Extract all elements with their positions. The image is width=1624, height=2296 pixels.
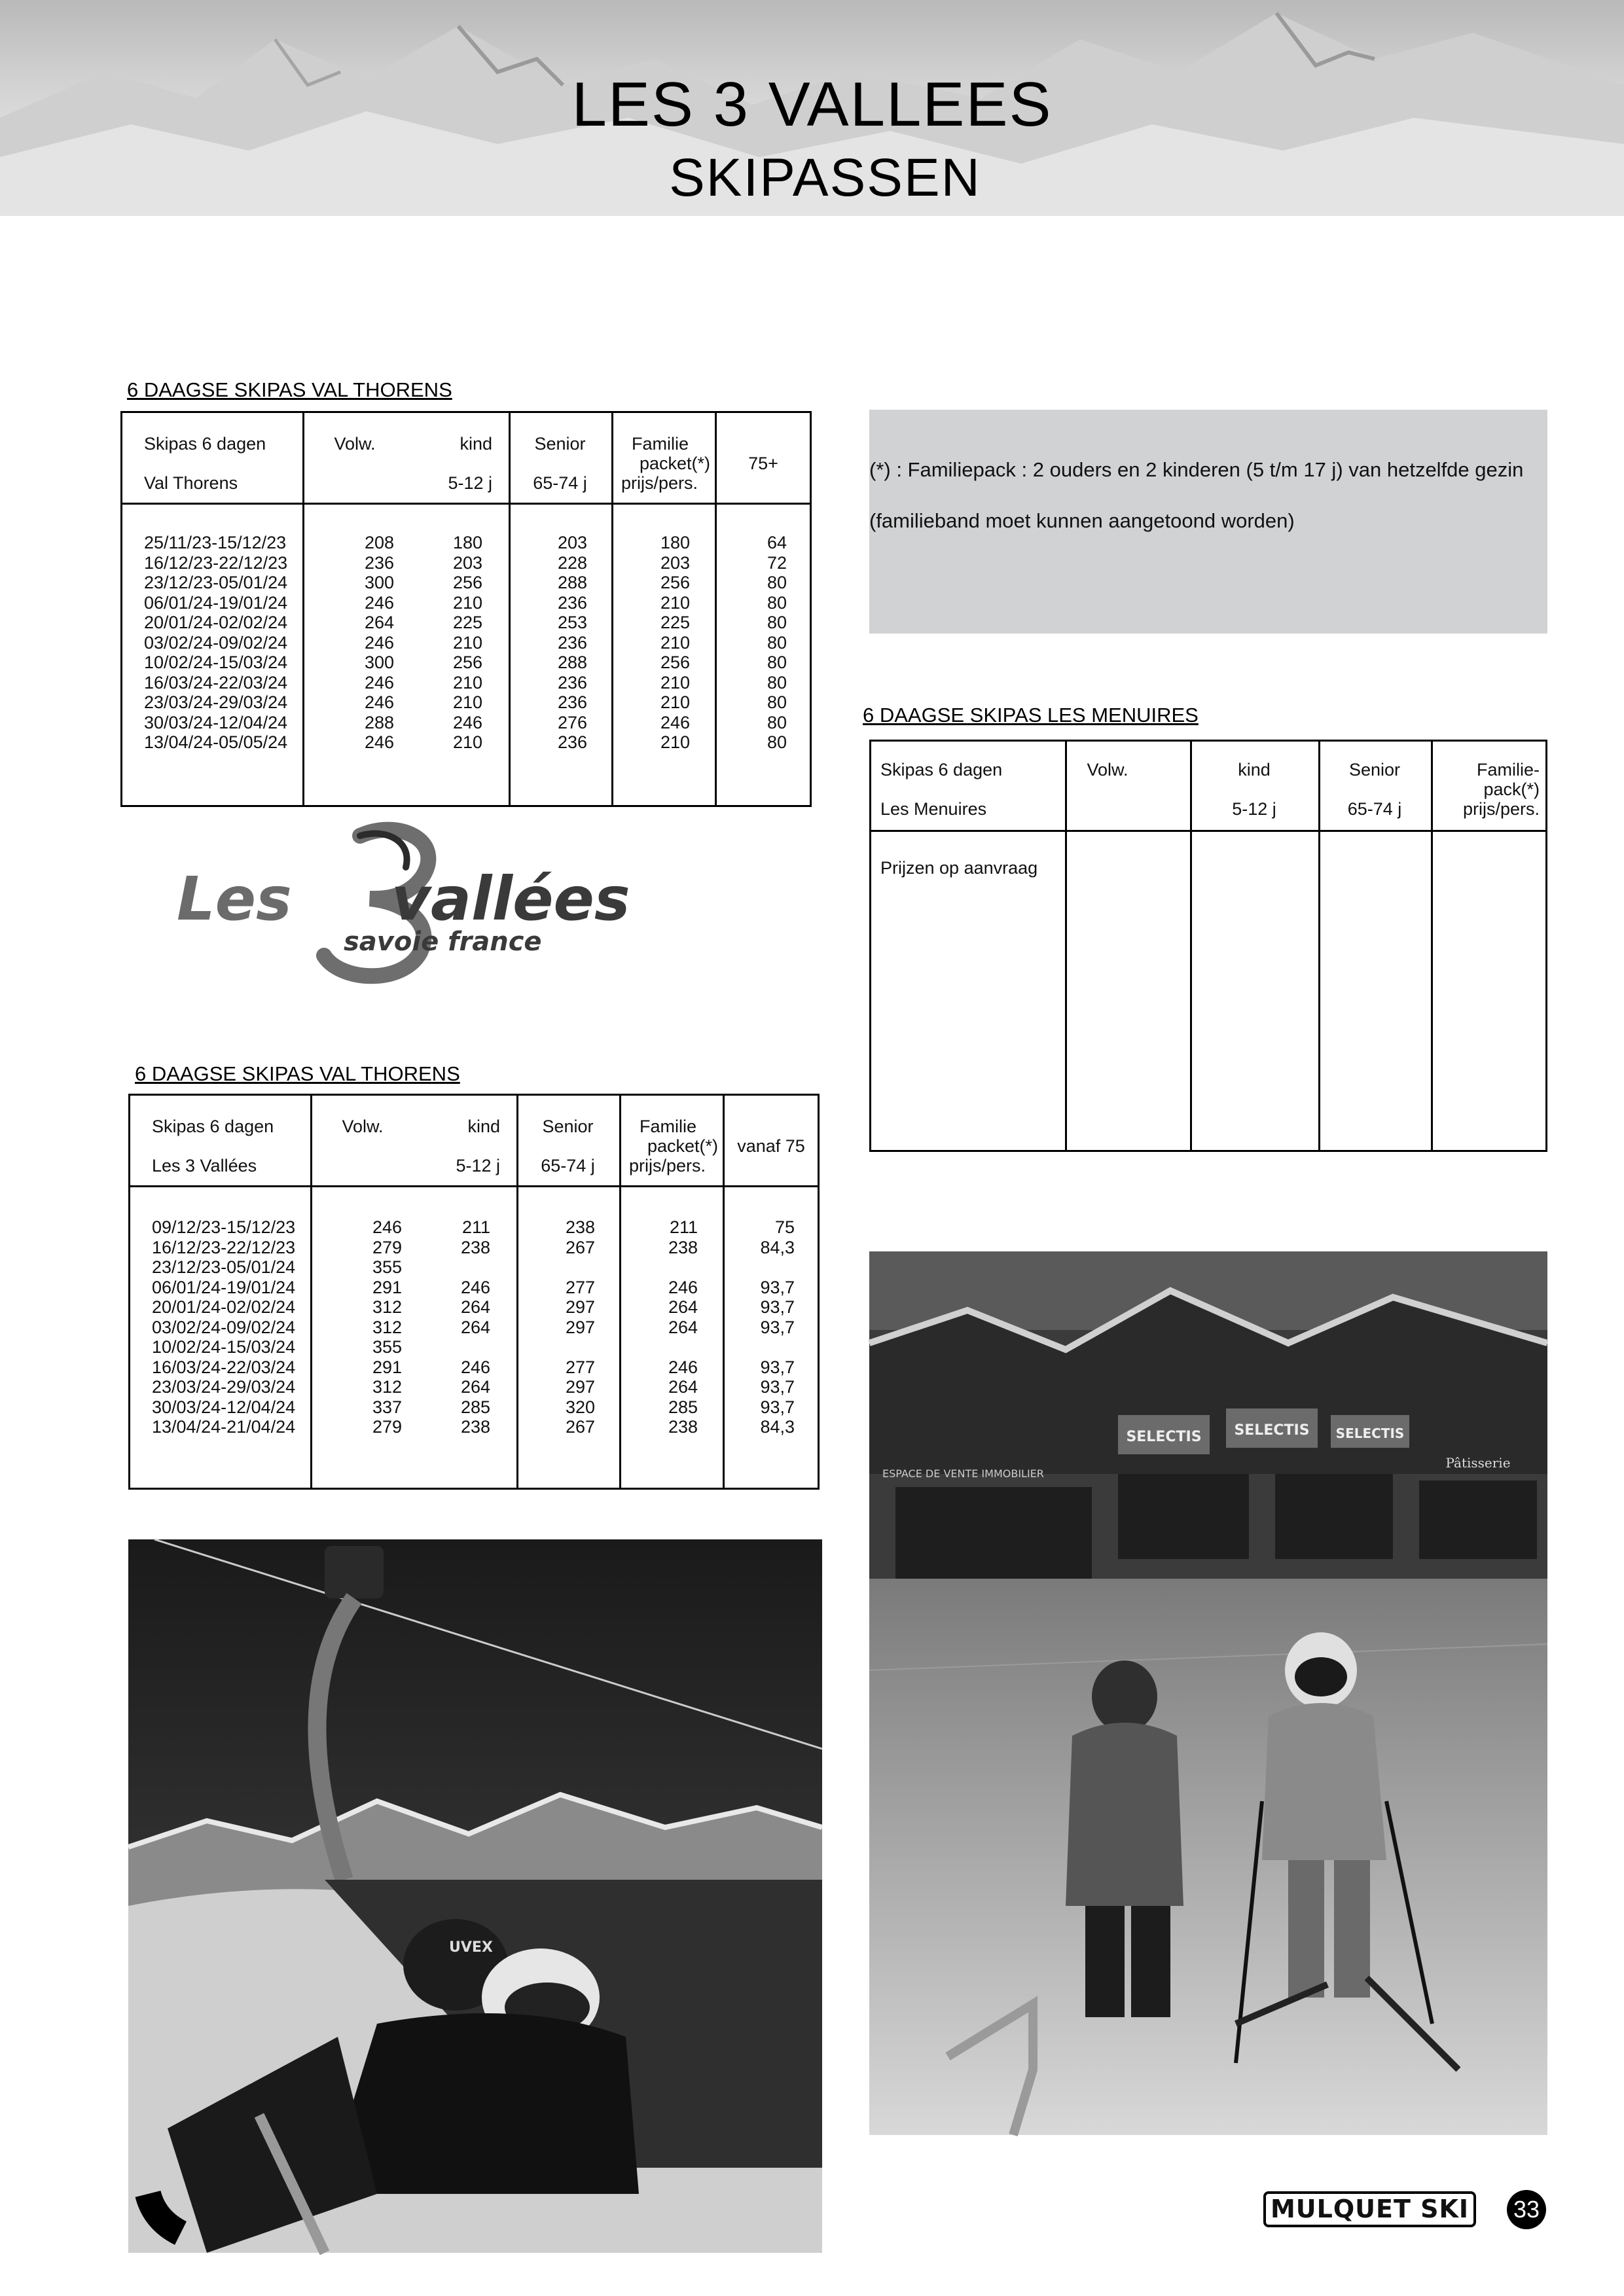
three-vallees-cell: 23/12/23-05/01/24 [152,1257,296,1277]
tv-header-familie-price: prijs/pers. [629,1156,706,1175]
val-thorens-cell: 300 [364,653,394,672]
three-vallees-row [130,1257,818,1278]
val-thorens-row [122,713,810,733]
menuires-header-familie: Familie- [1476,760,1540,780]
three-vallees-cell: 03/02/24-09/02/24 [152,1317,296,1337]
tv-header-familie-pack: packet(*) [647,1136,718,1156]
val-thorens-cell: 225 [660,613,690,632]
val-thorens-row [122,692,810,713]
three-vallees-row [130,1278,818,1298]
note-line-1: (*) : Familiepack : 2 ouders en 2 kinderen (5 t/m 17 j) van hetzelfde gezin [869,458,1524,481]
val-thorens-cell: 80 [767,653,787,672]
three-vallees-cell: 264 [460,1377,490,1397]
familiepack-note [869,410,1547,634]
menuires-header-kind: kind [1238,760,1271,780]
val-thorens-cell: 20/01/24-02/02/24 [144,613,288,632]
val-thorens-cell: 236 [557,592,587,613]
header-kind: kind [460,434,492,454]
val-thorens-cell: 236 [557,632,587,653]
val-thorens-cell: 236 [364,552,394,573]
tv-header-skipas: Skipas 6 dagen [152,1117,274,1136]
three-vallees-cell: 285 [460,1397,490,1417]
three-vallees-cell: 10/02/24-15/03/24 [152,1337,296,1357]
val-thorens-cell: 256 [660,573,690,592]
menuires-header-senior-age: 65-74 j [1347,799,1402,819]
page-title: LES 3 VALLEES [571,69,1053,139]
shop-sign-4: Pâtisserie [1445,1455,1511,1471]
val-thorens-cell: 16/12/23-22/12/23 [144,552,288,573]
val-thorens-cell: 13/04/24-05/05/24 [144,732,288,752]
three-vallees-cell: 297 [565,1317,595,1337]
val-thorens-cell: 80 [767,732,787,752]
three-vallees-cell: 75 [774,1217,795,1237]
three-vallees-row [130,1337,818,1357]
val-thorens-cell: 210 [452,732,482,752]
header-banner [0,0,1624,216]
val-thorens-cell: 225 [452,613,482,632]
val-thorens-cell: 256 [452,653,482,672]
val-thorens-cell: 210 [452,692,482,712]
three-vallees-cell: 211 [669,1217,698,1237]
three-vallees-table [128,1094,820,1490]
three-vallees-cell: 246 [668,1357,698,1377]
val-thorens-row [122,533,810,553]
header-kind-age: 5-12 j [448,473,492,493]
val-thorens-row [122,573,810,593]
menuires-header-skipas: Skipas 6 dagen [880,760,1003,780]
val-thorens-cell: 236 [557,732,587,752]
menuires-header-volw: Volw. [1087,760,1128,780]
three-vallees-cell: 246 [372,1217,402,1237]
three-vallees-cell: 246 [460,1357,490,1377]
three-vallees-cell: 23/03/24-29/03/24 [152,1377,296,1397]
three-vallees-cell: 20/01/24-02/02/24 [152,1297,296,1317]
val-thorens-row [122,673,810,693]
val-thorens-cell: 72 [767,552,787,573]
three-vallees-cell: 16/12/23-22/12/23 [152,1237,296,1257]
val-thorens-cell: 23/03/24-29/03/24 [144,692,288,712]
val-thorens-table [120,411,812,807]
val-thorens-cell: 253 [557,613,587,632]
header-senior: Senior [534,434,586,454]
three-vallees-cell: 30/03/24-12/04/24 [152,1397,296,1417]
three-vallees-cell: 211 [461,1217,490,1237]
three-vallees-cell: 267 [565,1417,595,1437]
three-vallees-row [130,1417,818,1437]
val-thorens-row [122,732,810,753]
val-thorens-cell: 80 [767,573,787,592]
three-vallees-cell: 297 [565,1377,595,1397]
val-thorens-cell: 210 [452,632,482,653]
val-thorens-row [122,613,810,633]
header-familie-price: prijs/pers. [621,473,698,493]
tv-header-familie: Familie [640,1117,697,1136]
val-thorens-rows [122,533,810,753]
menuires-header-kind-age: 5-12 j [1232,799,1276,819]
logo-les-text: Les [177,864,292,934]
val-thorens-row [122,653,810,673]
val-thorens-cell: 203 [660,552,690,573]
val-thorens-cell: 64 [767,533,787,552]
val-thorens-cell: 246 [364,732,394,752]
val-thorens-cell: 256 [660,653,690,672]
three-vallees-rows [130,1217,818,1437]
three-vallees-cell: 277 [565,1357,595,1377]
val-thorens-row [122,633,810,653]
header-senior-age: 65-74 j [533,473,587,493]
val-thorens-cell: 30/03/24-12/04/24 [144,712,288,732]
three-vallees-cell: 264 [460,1317,490,1337]
three-vallees-cell: 312 [372,1297,402,1317]
page-number: 33 [1507,2190,1546,2229]
tv-header-vanaf-75: vanaf 75 [737,1136,805,1156]
val-thorens-cell: 246 [452,712,482,732]
val-thorens-row [122,553,810,573]
tv-header-volw: Volw. [342,1117,384,1136]
three-vallees-row [130,1397,818,1418]
val-thorens-cell: 236 [557,672,587,692]
val-thorens-cell: 228 [557,552,587,573]
three-vallees-row [130,1297,818,1318]
val-thorens-cell: 276 [557,712,587,732]
three-vallees-cell: 06/01/24-19/01/24 [152,1277,296,1297]
three-vallees-cell: 291 [372,1277,402,1297]
three-vallees-cell: 238 [668,1417,698,1437]
val-thorens-cell: 300 [364,573,394,592]
val-thorens-heading: 6 DAAGSE SKIPAS VAL THORENS [127,378,452,401]
header-familie-pack: packet(*) [639,454,710,473]
three-vallees-cell: 93,7 [760,1277,795,1297]
helmet-brand-text: UVEX [449,1939,493,1956]
three-vallees-cell: 279 [372,1417,402,1437]
three-vallees-cell: 291 [372,1357,402,1377]
three-vallees-cell: 312 [372,1317,402,1337]
menuires-header-familie-pack: pack(*) [1483,780,1540,799]
val-thorens-cell: 246 [364,692,394,712]
three-vallees-cell: 84,3 [760,1417,795,1437]
val-thorens-cell: 16/03/24-22/03/24 [144,672,288,692]
shop-sign-1: SELECTIS [1126,1429,1202,1445]
val-thorens-cell: 256 [452,573,482,592]
three-vallees-heading: 6 DAAGSE SKIPAS VAL THORENS [135,1062,460,1085]
three-vallees-cell: 297 [565,1297,595,1317]
val-thorens-cell: 246 [660,712,690,732]
shop-sign-2: SELECTIS [1234,1422,1310,1439]
header-location: Val Thorens [144,473,238,493]
val-thorens-cell: 288 [557,573,587,592]
three-vallees-row [130,1318,818,1338]
les-menuires-table [869,740,1547,1152]
three-vallees-cell: 93,7 [760,1357,795,1377]
village-children-photo [869,1251,1547,2135]
three-vallees-row [130,1357,818,1378]
three-vallees-cell: 285 [668,1397,698,1417]
logo-brand-text: vallées [391,864,630,934]
header-skipas: Skipas 6 dagen [144,434,266,454]
three-vallees-row [130,1217,818,1238]
note-line-2: (familieband moet kunnen aangetoond worden) [869,509,1295,532]
shop-sign-3: SELECTIS [1335,1426,1405,1441]
three-vallees-cell: 16/03/24-22/03/24 [152,1357,296,1377]
val-thorens-cell: 210 [660,672,690,692]
menuires-header-location: Les Menuires [880,799,987,819]
three-vallees-cell: 277 [565,1277,595,1297]
val-thorens-cell: 210 [660,692,690,712]
three-vallees-cell: 264 [668,1297,698,1317]
val-thorens-cell: 06/01/24-19/01/24 [144,592,288,613]
val-thorens-row [122,593,810,613]
three-vallees-cell: 264 [668,1317,698,1337]
header-familie: Familie [632,434,689,454]
three-vallees-cell: 84,3 [760,1237,795,1257]
val-thorens-cell: 236 [557,692,587,712]
three-vallees-cell: 93,7 [760,1317,795,1337]
val-thorens-cell: 80 [767,692,787,712]
val-thorens-cell: 246 [364,632,394,653]
val-thorens-cell: 80 [767,712,787,732]
three-vallees-cell: 337 [372,1397,402,1417]
val-thorens-cell: 80 [767,613,787,632]
three-vallees-row [130,1377,818,1397]
val-thorens-cell: 288 [364,712,394,732]
tv-header-kind: kind [467,1117,500,1136]
tv-header-kind-age: 5-12 j [456,1156,500,1175]
menuires-header-familie-price: prijs/pers. [1462,799,1540,819]
val-thorens-cell: 03/02/24-09/02/24 [144,632,288,653]
mulquet-ski-logo: MULQUET SKI [1263,2191,1476,2227]
tv-header-location: Les 3 Vallées [152,1156,257,1175]
logo-sub-text: savoie france [344,927,542,957]
three-vallees-cell: 264 [668,1377,698,1397]
three-vallees-cell: 312 [372,1377,402,1397]
les-menuires-heading: 6 DAAGSE SKIPAS LES MENUIRES [863,704,1199,726]
tv-header-senior: Senior [542,1117,594,1136]
three-vallees-cell: 279 [372,1237,402,1257]
val-thorens-cell: 208 [364,533,394,552]
val-thorens-cell: 210 [660,632,690,653]
three-vallees-cell: 93,7 [760,1297,795,1317]
val-thorens-cell: 25/11/23-15/12/23 [144,533,287,552]
three-vallees-cell: 93,7 [760,1397,795,1417]
val-thorens-cell: 10/02/24-15/03/24 [144,653,288,672]
val-thorens-cell: 203 [452,552,482,573]
three-vallees-cell: 13/04/24-21/04/24 [152,1417,296,1437]
three-vallees-cell: 238 [460,1417,490,1437]
menuires-header-senior: Senior [1348,760,1401,780]
shop-sign-5: ESPACE DE VENTE IMMOBILIER [882,1467,1044,1480]
val-thorens-cell: 80 [767,632,787,653]
three-vallees-cell: 93,7 [760,1377,795,1397]
les-3-vallees-logo [164,821,630,985]
val-thorens-cell: 210 [660,732,690,752]
three-vallees-cell: 246 [460,1277,490,1297]
val-thorens-cell: 210 [452,672,482,692]
val-thorens-cell: 210 [452,592,482,613]
tv-header-senior-age: 65-74 j [541,1156,595,1175]
three-vallees-cell: 320 [565,1397,595,1417]
val-thorens-cell: 80 [767,672,787,692]
val-thorens-cell: 264 [364,613,394,632]
val-thorens-cell: 80 [767,592,787,613]
three-vallees-cell: 09/12/23-15/12/23 [152,1217,296,1237]
val-thorens-cell: 246 [364,592,394,613]
chairlift-photo [128,1539,822,2253]
val-thorens-cell: 203 [557,533,587,552]
val-thorens-cell: 180 [660,533,690,552]
three-vallees-row [130,1238,818,1258]
val-thorens-cell: 23/12/23-05/01/24 [144,573,288,592]
page-subtitle: SKIPASSEN [669,148,981,207]
three-vallees-cell: 355 [372,1337,402,1357]
three-vallees-cell: 238 [460,1237,490,1257]
header-volw: Volw. [334,434,376,454]
three-vallees-cell: 246 [668,1277,698,1297]
val-thorens-cell: 210 [660,592,690,613]
menuires-price-on-request: Prijzen op aanvraag [880,858,1038,878]
header-senior-75: 75+ [748,454,778,473]
three-vallees-cell: 264 [460,1297,490,1317]
val-thorens-cell: 246 [364,672,394,692]
val-thorens-cell: 288 [557,653,587,672]
three-vallees-cell: 238 [565,1217,595,1237]
val-thorens-cell: 180 [452,533,482,552]
three-vallees-cell: 238 [668,1237,698,1257]
three-vallees-cell: 355 [372,1257,402,1277]
three-vallees-cell: 267 [565,1237,595,1257]
